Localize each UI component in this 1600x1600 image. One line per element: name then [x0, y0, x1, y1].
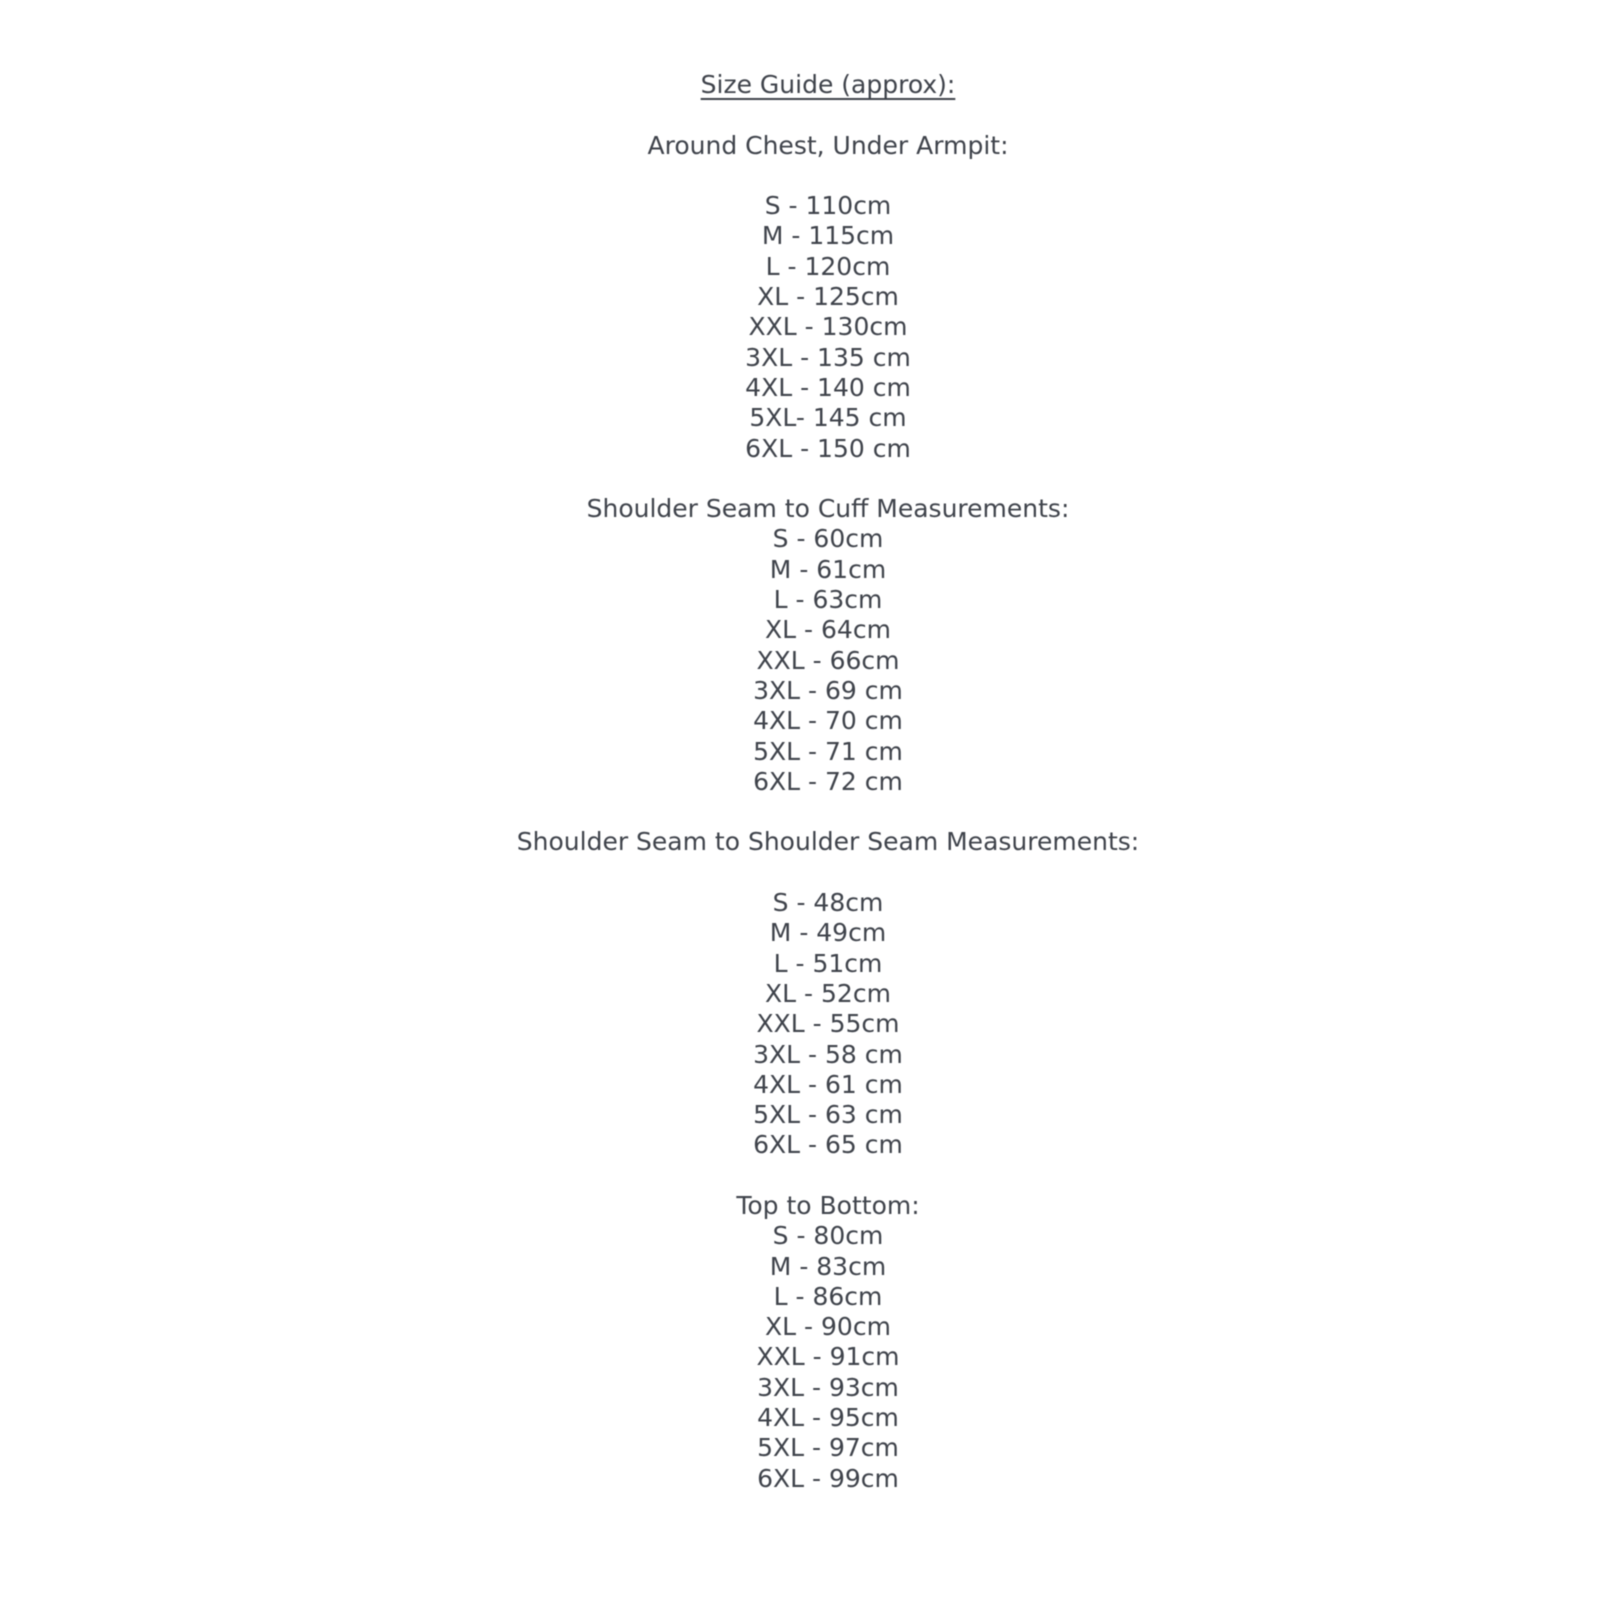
size-line: XXL - 91cm	[756, 1342, 900, 1372]
size-line: L - 120cm	[765, 251, 891, 281]
size-line: 5XL - 71 cm	[753, 736, 903, 766]
size-line: L - 63cm	[773, 585, 883, 615]
size-line: 3XL - 135 cm	[745, 342, 911, 372]
blank-line	[56, 100, 1600, 130]
size-line: 6XL - 150 cm	[745, 433, 911, 463]
size-line: 4XL - 70 cm	[753, 706, 903, 736]
section-heading-1: Shoulder Seam to Cuff Measurements:	[586, 494, 1070, 524]
size-line: S - 80cm	[772, 1221, 884, 1251]
size-line: XL - 90cm	[765, 1312, 891, 1342]
size-line: 3XL - 69 cm	[753, 675, 903, 705]
size-line: 5XL - 63 cm	[753, 1100, 903, 1130]
blank-line	[56, 161, 1600, 191]
size-line: XXL - 66cm	[756, 645, 900, 675]
blank-line	[56, 797, 1600, 827]
section-heading-0: Around Chest, Under Armpit:	[647, 130, 1009, 160]
size-line: S - 48cm	[772, 888, 884, 918]
size-line: L - 51cm	[773, 948, 883, 978]
size-line: 6XL - 65 cm	[753, 1130, 903, 1160]
size-line: M - 61cm	[769, 554, 887, 584]
size-line: 4XL - 140 cm	[745, 372, 911, 402]
size-line: 5XL - 97cm	[757, 1433, 899, 1463]
blank-line	[56, 858, 1600, 888]
size-line: M - 115cm	[761, 221, 895, 251]
size-line: S - 110cm	[764, 191, 892, 221]
size-line: S - 60cm	[772, 524, 884, 554]
section-heading-2: Shoulder Seam to Shoulder Seam Measurements:	[516, 827, 1140, 857]
size-guide-sections	[56, 100, 1600, 1494]
size-line: 6XL - 99cm	[757, 1463, 899, 1493]
size-line: 3XL - 93cm	[757, 1372, 899, 1402]
blank-line	[56, 1161, 1600, 1191]
size-line: XXL - 130cm	[748, 312, 908, 342]
size-line: L - 86cm	[773, 1281, 883, 1311]
size-line: M - 49cm	[769, 918, 887, 948]
size-line: 5XL- 145 cm	[749, 403, 907, 433]
size-line: XL - 125cm	[757, 282, 899, 312]
size-line: 4XL - 61 cm	[753, 1069, 903, 1099]
size-line: 6XL - 72 cm	[753, 766, 903, 796]
size-line: XL - 64cm	[765, 615, 891, 645]
size-line: XL - 52cm	[765, 978, 891, 1008]
blank-line	[56, 464, 1600, 494]
size-line: 3XL - 58 cm	[753, 1039, 903, 1069]
size-guide-title: Size Guide (approx):	[700, 70, 956, 99]
size-line: XXL - 55cm	[756, 1009, 900, 1039]
size-line: 4XL - 95cm	[757, 1403, 899, 1433]
size-line: M - 83cm	[769, 1251, 887, 1281]
section-heading-3: Top to Bottom:	[736, 1190, 920, 1220]
